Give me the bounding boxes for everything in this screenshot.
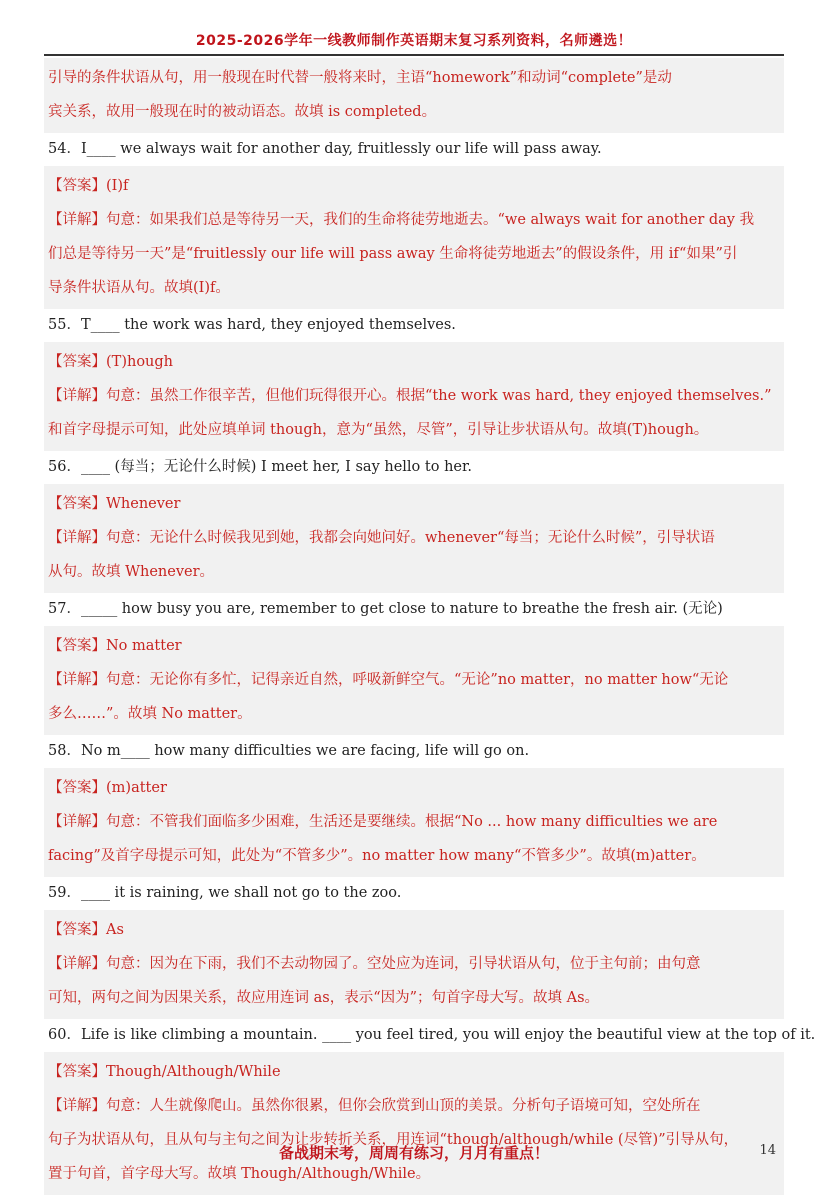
answer-line: 【答案】Whenever [48,496,181,512]
explanation-line: 【详解】句意：如果我们总是等待另一天，我们的生命将徒劳地逝去。“we always wait for another day 我 [48,212,755,228]
answer-line: 【答案】(I)f [48,178,129,194]
question-list [44,133,816,1195]
question-text: 57．_____ how busy you are, remember to get close to nature to breathe the fresh air. (无论) [48,601,723,617]
explanation-line: facing”及首字母提示可知，此处为“不管多少”。no matter how many“不管多少”。故填(m)atter。 [48,848,706,864]
explanation-line: 【详解】句意：虽然工作很辛苦，但他们玩得很开心。根据“the work was hard, they enjoyed themselves.” [48,388,772,404]
answer-block [44,166,784,309]
question-text: 54．I____ we always wait for another day, fruitlessly our life will pass away. [48,141,602,157]
page-header: 2025-2026学年一线教师制作英语期末复习系列资料，名师遴选！ [44,30,784,56]
question-item [44,451,784,593]
question-item [44,593,784,735]
answer-block [44,768,784,877]
question-item [44,1019,816,1195]
question-text: 58．No m____ how many difficulties we are facing, life will go on. [48,743,530,759]
answer-block [44,626,784,735]
answer-line: 【答案】Though/Although/While [48,1064,281,1080]
explanation-line: 句子为状语从句，且从句与主句之间为让步转折关系，用连词“though/although/while (尽管)”引导从句， [48,1132,739,1148]
explanation-line: 置于句首，首字母大写。故填 Though/Although/While。 [48,1166,431,1182]
answer-line: 【答案】No matter [48,638,182,654]
explanation-line: 多么……”。故填 No matter。 [48,706,252,722]
page-number: 14 [759,1143,776,1158]
explanation-line: 【详解】句意：人生就像爬山。虽然你很累，但你会欣赏到山顶的美景。分析句子语境可知，空处所在 [48,1098,701,1114]
explanation-line: 导条件状语从句。故填(I)f。 [48,280,230,296]
answer-line: 【答案】(m)atter [48,780,167,796]
explanation-line: 【详解】句意：无论你有多忙，记得亲近自然，呼吸新鲜空气。“无论”no matter，no matter how“无论 [48,672,729,688]
explanation-line: 和首字母提示可知，此处应填单词 though，意为“虽然，尽管”，引导让步状语从句。故填(T)hough。 [48,422,709,438]
answer-line: 【答案】As [48,922,124,938]
question-text: 60．Life is like climbing a mountain. ____ you feel tired, you will enjoy the beautiful view at the top of it. [48,1027,816,1043]
explanation-line: 【详解】句意：因为在下雨，我们不去动物园了。空处应为连词，引导状语从句，位于主句前；由句意 [48,956,701,972]
question-text: 55．T____ the work was hard, they enjoyed themselves. [48,317,456,333]
intro-line: 引导的条件状语从句，用一般现在时代替一般将来时，主语“homework”和动词“complete”是动 [48,70,672,86]
explanation-line: 【详解】句意：无论什么时候我见到她，我都会向她问好。whenever“每当；无论什么时候”，引导状语 [48,530,715,546]
answer-block [44,1052,784,1195]
content-body [44,58,816,1195]
answer-block [44,342,784,451]
question-text: 59．____ it is raining, we shall not go to the zoo. [48,885,402,901]
intro-block [44,58,784,133]
footer-slogan: 备战期末考，周周有练习，月月有重点！ [278,1144,549,1162]
question-item [44,309,784,451]
explanation-line: 【详解】句意：不管我们面临多少困难，生活还是要继续。根据“No ... how many difficulties we are [48,814,718,830]
question-text: 56．____ (每当；无论什么时候) I meet her, I say hello to her. [48,459,472,475]
question-item [44,133,784,309]
explanation-line: 可知，两句之间为因果关系，故应用连词 as，表示“因为”；句首字母大写。故填 As。 [48,990,600,1006]
question-item [44,735,784,877]
answer-block [44,484,784,593]
answer-block [44,910,784,1019]
explanation-line: 从句。故填 Whenever。 [48,564,215,580]
explanation-line: 们总是等待另一天”是“fruitlessly our life will pass away 生命将徒劳地逝去”的假设条件，用 if“如果”引 [48,246,738,262]
intro-line: 宾关系，故用一般现在时的被动语态。故填 is completed。 [48,104,437,120]
answer-line: 【答案】(T)hough [48,354,174,370]
question-item [44,877,784,1019]
